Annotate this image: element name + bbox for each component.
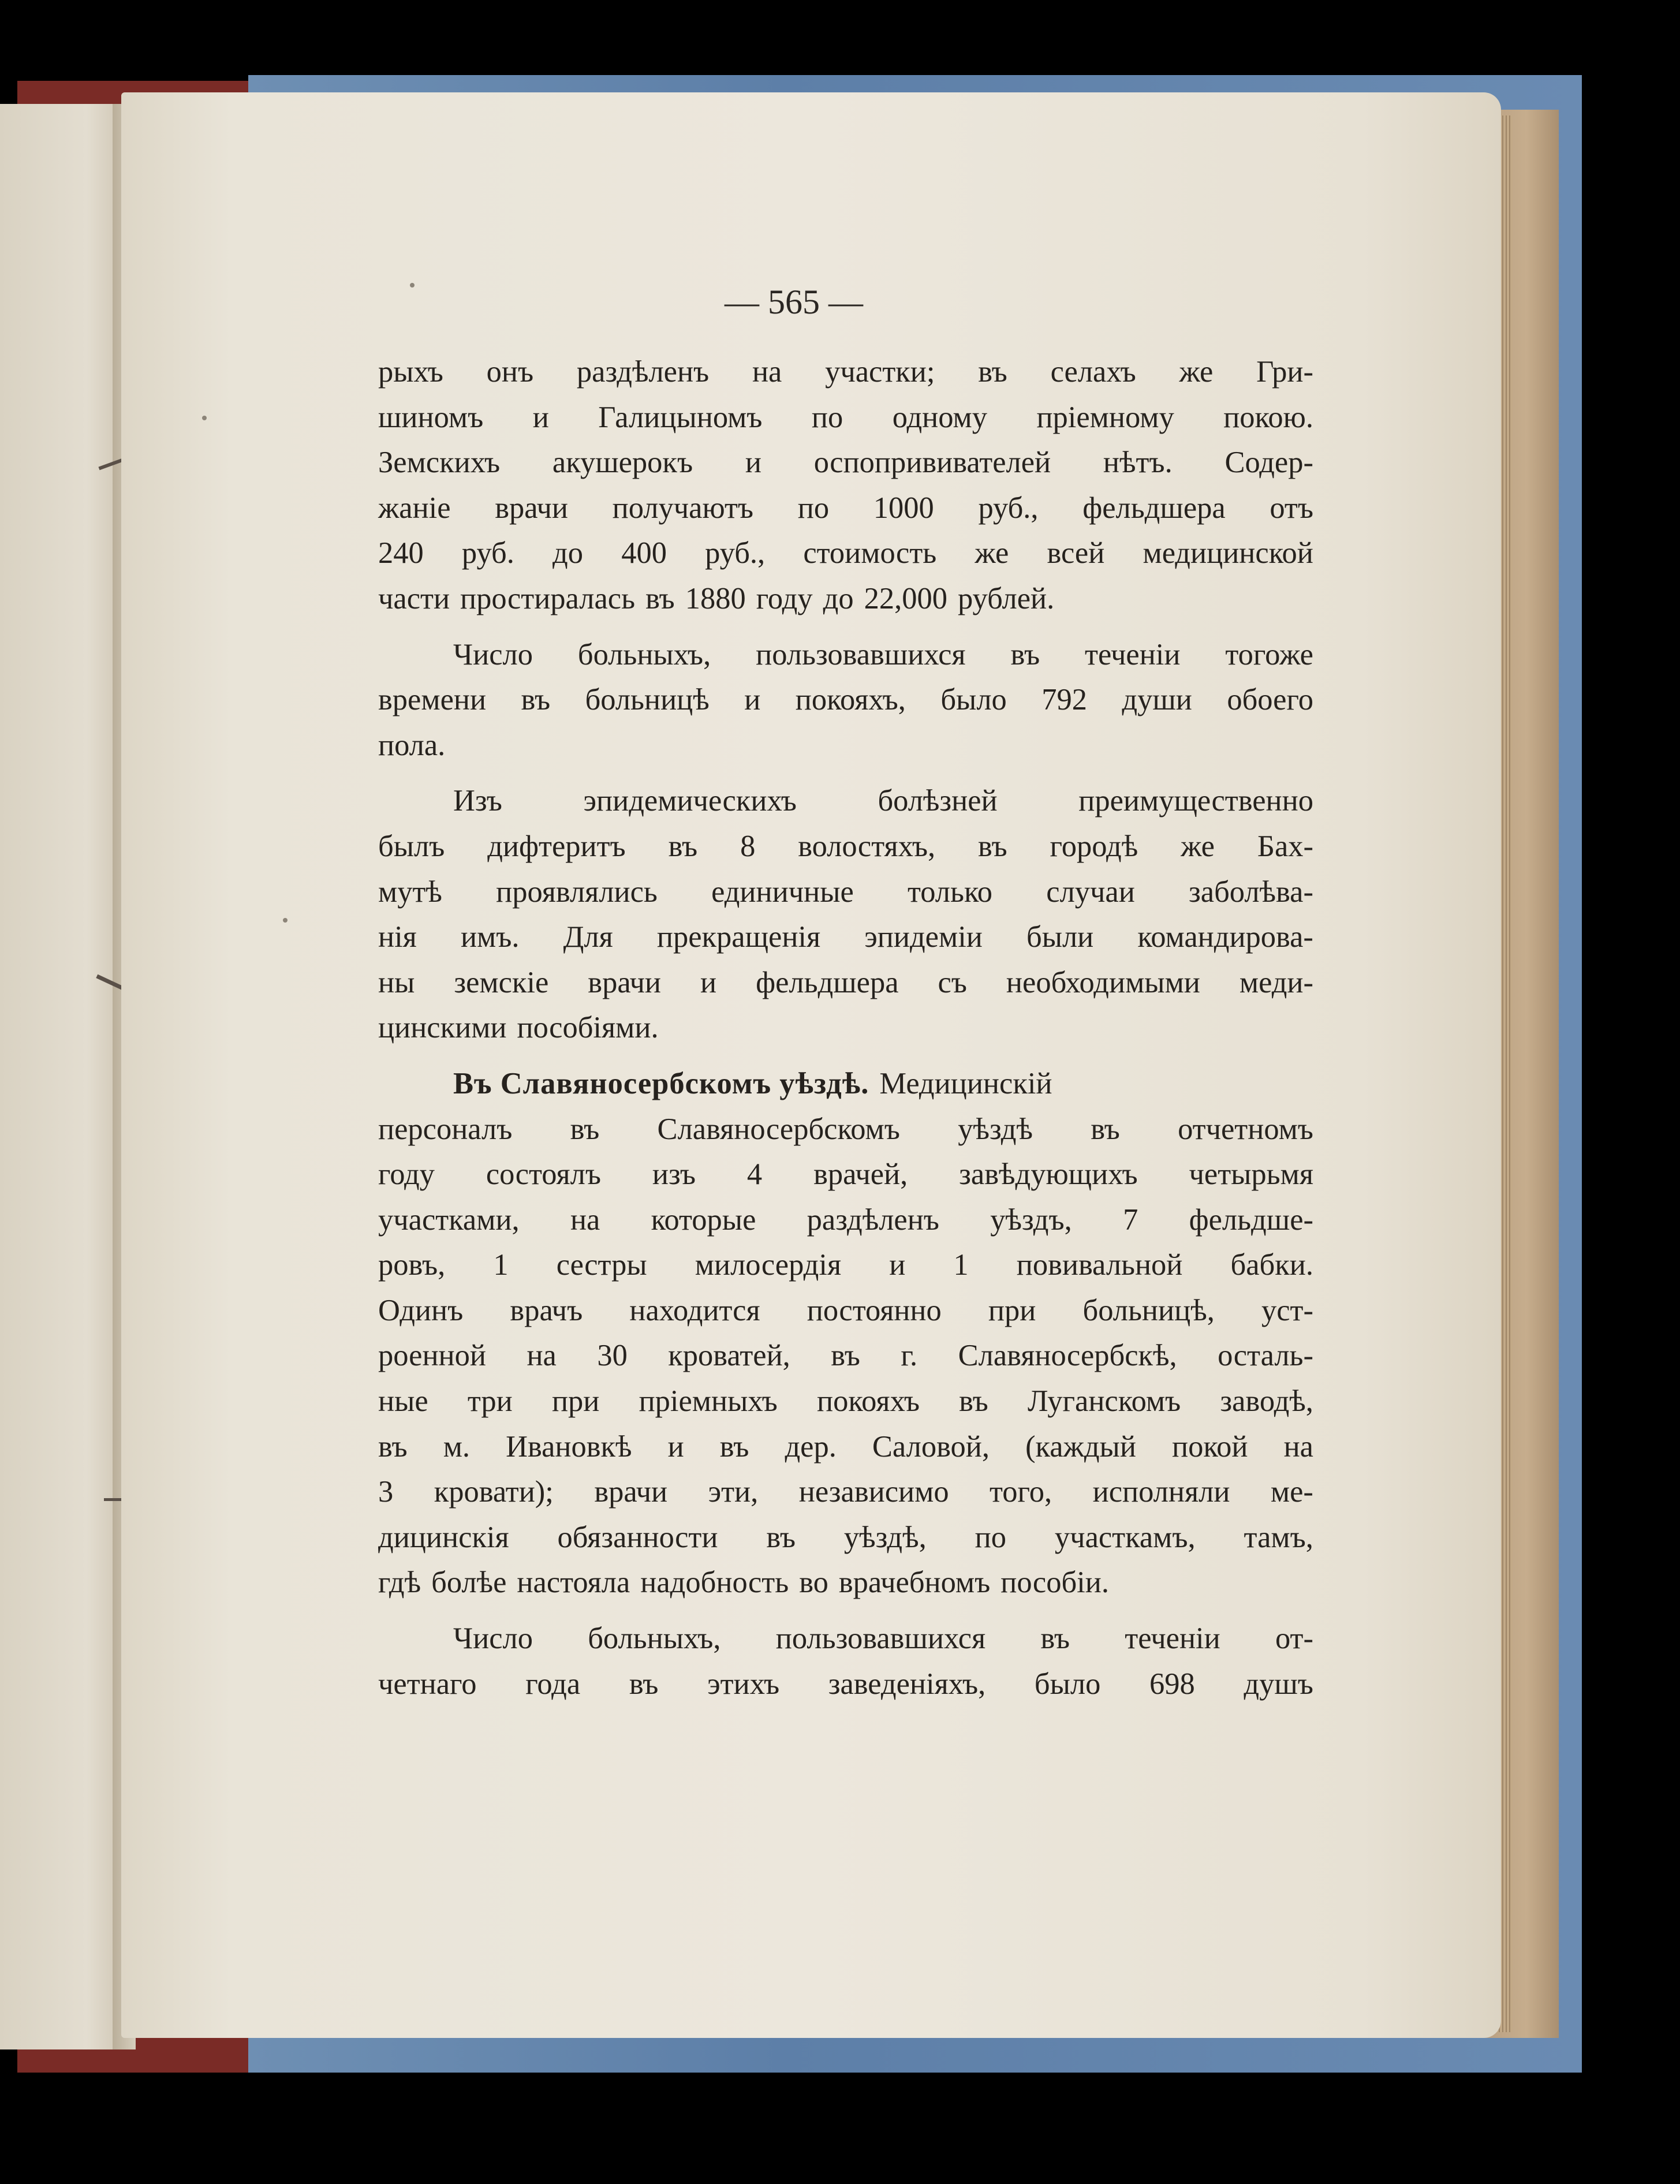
word: стоимость: [803, 536, 937, 570]
word: дицинскія: [378, 1520, 509, 1554]
text-line: [378, 1152, 1313, 1197]
word: надобность: [640, 1566, 789, 1600]
word: руб.,: [705, 536, 766, 570]
text-line: [378, 1379, 1313, 1424]
word: заболѣва-: [1189, 875, 1313, 909]
text-line: [378, 395, 1313, 440]
speck: [202, 416, 207, 420]
word: болѣзней: [878, 784, 998, 818]
word: съ: [938, 965, 967, 999]
word: фельдше-: [1189, 1203, 1313, 1237]
word: Одинъ: [378, 1293, 464, 1327]
word: Число: [453, 637, 533, 671]
word: исполняли: [1092, 1475, 1230, 1509]
text-line: [378, 778, 1313, 824]
word: 8: [740, 829, 756, 863]
word: пособіями.: [517, 1011, 659, 1045]
word: гдѣ: [378, 1566, 421, 1600]
text-line: [378, 1560, 1313, 1606]
word: пользовавшихся: [756, 637, 966, 671]
word: въ: [766, 1520, 796, 1554]
word: въ: [1040, 1622, 1070, 1656]
word: необходимыми: [1006, 965, 1200, 999]
word: на: [752, 355, 782, 389]
text-line: [378, 960, 1313, 1006]
text-line: [378, 1005, 1313, 1051]
word: 30: [597, 1339, 628, 1373]
word: рублей.: [957, 581, 1055, 615]
word: Содер-: [1224, 446, 1313, 480]
word: Гри-: [1256, 355, 1313, 389]
word: въ: [959, 1384, 988, 1418]
word: кровати);: [434, 1475, 554, 1509]
word: въ: [978, 355, 1007, 389]
text-line: [378, 1469, 1313, 1515]
word: раздѣленъ: [807, 1203, 939, 1237]
word: участками,: [378, 1203, 520, 1237]
word: (каждый: [1025, 1429, 1136, 1464]
word: времени: [378, 683, 487, 717]
word: при: [551, 1384, 600, 1418]
text-line: [378, 1515, 1313, 1560]
word: нія: [378, 920, 417, 954]
word: Саловой,: [872, 1429, 990, 1464]
text-line: [378, 576, 1313, 622]
word: меди-: [1239, 965, 1313, 999]
text-line: [378, 723, 1313, 768]
word: 7: [1123, 1203, 1138, 1237]
word: было: [1034, 1667, 1101, 1701]
word: Изъ: [453, 784, 502, 818]
word: въ: [1091, 1112, 1120, 1146]
word: участки;: [825, 355, 935, 389]
word: эпидемическихъ: [583, 784, 797, 818]
word: въ: [570, 1112, 600, 1146]
word: во: [799, 1566, 828, 1600]
text-line: [378, 869, 1313, 915]
word: года: [525, 1667, 581, 1701]
word: до: [823, 581, 854, 615]
word: настояла: [517, 1566, 630, 1600]
word: раздѣленъ: [576, 355, 710, 389]
text-line: [378, 914, 1313, 960]
word: врачи: [588, 965, 662, 999]
word: по: [975, 1520, 1007, 1554]
word: осталь-: [1218, 1339, 1313, 1373]
word: врачей,: [813, 1158, 908, 1192]
word: 400: [621, 536, 667, 570]
text-line: [378, 1061, 1313, 1107]
word: Славяносербскомъ: [657, 1112, 900, 1146]
word: въ: [719, 1429, 749, 1464]
word: которые: [651, 1203, 756, 1237]
word: въ: [978, 829, 1007, 863]
word: пола.: [378, 728, 446, 762]
word: Ивановкѣ: [506, 1429, 632, 1464]
word: этихъ: [707, 1667, 780, 1701]
word: 698: [1149, 1667, 1195, 1701]
page-number: — 565 —: [725, 283, 863, 321]
word: фельдшера: [1082, 491, 1226, 525]
word: кроватей,: [668, 1339, 790, 1373]
word: пособіи.: [1000, 1566, 1109, 1600]
word: м.: [443, 1429, 471, 1464]
text-line: [378, 1242, 1313, 1288]
text-line: [378, 1616, 1313, 1662]
text-line: [378, 531, 1313, 576]
word: покояхъ: [816, 1384, 920, 1418]
word: уст-: [1261, 1293, 1313, 1327]
word: дифтеритъ: [487, 829, 626, 863]
word: отъ: [1270, 491, 1313, 525]
word: того,: [990, 1475, 1052, 1509]
text-line: [378, 632, 1313, 678]
word: персоналъ: [378, 1112, 513, 1146]
word: уѣздѣ,: [843, 1520, 927, 1554]
word: ровъ,: [378, 1248, 446, 1282]
word: году: [378, 1158, 435, 1192]
word: шиномъ: [378, 400, 484, 434]
word: повивальной: [1016, 1248, 1183, 1282]
word: преимущественно: [1078, 784, 1313, 818]
word: одному: [892, 400, 987, 434]
word: Для: [563, 920, 613, 954]
word: Галицыномъ: [598, 400, 763, 434]
word: на: [527, 1339, 557, 1373]
word: цинскими: [378, 1011, 507, 1045]
word: части: [378, 581, 450, 615]
word: и: [889, 1248, 906, 1282]
word: тогоже: [1225, 637, 1313, 671]
word: ны: [378, 965, 415, 999]
word: сестры: [556, 1248, 647, 1282]
word: 1000: [873, 491, 934, 525]
word: роенной: [378, 1339, 486, 1373]
word: руб.: [461, 536, 514, 570]
word: при: [988, 1293, 1036, 1327]
word: от-: [1275, 1622, 1313, 1656]
word: по: [797, 491, 830, 525]
word: простиралась: [460, 581, 636, 615]
word: покой: [1171, 1429, 1248, 1464]
word: только: [908, 875, 993, 909]
word: оспопрививателей: [813, 446, 1051, 480]
word: врачи: [594, 1475, 668, 1509]
word: г.: [901, 1339, 918, 1373]
word: въ: [645, 581, 675, 615]
text-line: [378, 1197, 1313, 1243]
word: нѣтъ.: [1103, 446, 1173, 480]
text-line: [378, 1288, 1313, 1334]
word: врачи: [495, 491, 568, 525]
speck: [283, 918, 288, 923]
word: больницѣ: [585, 683, 710, 717]
word: эпидеміи: [864, 920, 983, 954]
paragraph-gap: [378, 768, 1313, 778]
text-line: [378, 1107, 1313, 1152]
word: 4: [746, 1158, 763, 1192]
word: три: [467, 1384, 513, 1418]
word: покою.: [1223, 400, 1313, 434]
word: покояхъ,: [795, 683, 906, 717]
word: ме-: [1270, 1475, 1313, 1509]
word: проявлялись: [496, 875, 658, 909]
word: 792: [1041, 683, 1087, 717]
word: пользовавшихся: [775, 1622, 986, 1656]
word: заводѣ,: [1220, 1384, 1313, 1418]
section-heading: Въ Славяносербскомъ уѣздѣ.: [453, 1066, 869, 1100]
speck: [410, 283, 415, 288]
word: медицинской: [1143, 536, 1313, 570]
word: волостяхъ,: [798, 829, 936, 863]
word: теченіи: [1085, 637, 1181, 671]
word: были: [1026, 920, 1094, 954]
word: теченіи: [1125, 1622, 1220, 1656]
word: городѣ: [1050, 829, 1138, 863]
word: 1: [953, 1248, 969, 1282]
word: же: [1179, 355, 1214, 389]
word: же: [1181, 829, 1215, 863]
text-line: [378, 1333, 1313, 1379]
paragraph-gap: [378, 622, 1313, 632]
word: жаніе: [378, 491, 451, 525]
word: единичные: [711, 875, 854, 909]
word: четнаго: [378, 1667, 477, 1701]
word: 3: [378, 1475, 394, 1509]
text-line: [378, 824, 1313, 869]
word: въ: [668, 829, 698, 863]
word: случаи: [1046, 875, 1135, 909]
word: 240: [378, 536, 424, 570]
paragraph-gap: [378, 1606, 1313, 1616]
text-line: [378, 440, 1313, 486]
word: пріемному: [1036, 400, 1174, 434]
text-line: [378, 677, 1313, 723]
word: заведеніяхъ,: [828, 1667, 986, 1701]
word: обоего: [1227, 683, 1313, 717]
word: селахъ: [1050, 355, 1136, 389]
word: Луганскомъ: [1027, 1384, 1181, 1418]
text-line: [378, 1424, 1313, 1470]
word: было: [940, 683, 1007, 717]
word: ные: [378, 1384, 428, 1418]
word: завѣдующихъ: [959, 1158, 1138, 1192]
word: 22,000: [864, 581, 947, 615]
word: больныхъ,: [577, 637, 711, 671]
text-line: [378, 349, 1313, 395]
word: акушерокъ: [552, 446, 693, 480]
word: эти,: [708, 1475, 759, 1509]
word: участкамъ,: [1054, 1520, 1196, 1554]
word: въ: [629, 1667, 659, 1701]
word: 1880: [685, 581, 746, 615]
word: въ: [1010, 637, 1040, 671]
word: душъ: [1244, 1667, 1313, 1701]
word: пріемныхъ: [639, 1384, 778, 1418]
word: фельдшера: [756, 965, 899, 999]
word: четырьмя: [1189, 1158, 1313, 1192]
word: и: [532, 400, 549, 434]
word: и: [667, 1429, 684, 1464]
word: году: [756, 581, 813, 615]
word: на: [1283, 1429, 1313, 1464]
word: всей: [1047, 536, 1105, 570]
word: руб.,: [978, 491, 1039, 525]
word: тамъ,: [1244, 1520, 1313, 1554]
word: обязанности: [557, 1520, 718, 1554]
word: командирова-: [1137, 920, 1313, 954]
word: дер.: [785, 1429, 837, 1464]
word: и: [700, 965, 717, 999]
word: же: [975, 536, 1009, 570]
word: Славяносербскѣ,: [958, 1339, 1177, 1373]
word: независимо: [798, 1475, 949, 1509]
word: Число: [453, 1622, 533, 1656]
word: Бах-: [1257, 829, 1313, 863]
text-line: [378, 486, 1313, 531]
word: и: [745, 446, 761, 480]
word: отчетномъ: [1178, 1112, 1313, 1146]
word: и: [744, 683, 761, 717]
word: бабки.: [1230, 1248, 1313, 1282]
word: врачебномъ: [838, 1566, 991, 1600]
word: находится: [629, 1293, 760, 1327]
word: болѣе: [431, 1566, 507, 1600]
page-text: [378, 349, 1313, 1707]
word: до: [552, 536, 584, 570]
word: былъ: [378, 829, 445, 863]
text-line-rest: Медицинскій: [879, 1066, 1052, 1100]
word: получаютъ: [612, 491, 754, 525]
word: въ: [831, 1339, 860, 1373]
word: по: [811, 400, 843, 434]
word: состоялъ: [486, 1158, 602, 1192]
word: рыхъ: [378, 355, 443, 389]
word: въ: [378, 1429, 408, 1464]
word: уѣздъ,: [990, 1203, 1072, 1237]
previous-page: [0, 104, 124, 2049]
text-line: [378, 1662, 1313, 1707]
word: имъ.: [460, 920, 520, 954]
word: врачъ: [510, 1293, 583, 1327]
word: 1: [493, 1248, 509, 1282]
word: изъ: [652, 1158, 696, 1192]
word: онъ: [486, 355, 534, 389]
word: Земскихъ: [378, 446, 501, 480]
word: постоянно: [807, 1293, 942, 1327]
paragraph-gap: [378, 1051, 1313, 1061]
word: больницѣ,: [1082, 1293, 1215, 1327]
word: милосердія: [695, 1248, 842, 1282]
word: земскіе: [454, 965, 549, 999]
word: уѣздѣ: [958, 1112, 1033, 1146]
word: въ: [521, 683, 551, 717]
word: души: [1122, 683, 1192, 717]
word: на: [570, 1203, 600, 1237]
word: больныхъ,: [588, 1622, 721, 1656]
word: прекращенія: [656, 920, 821, 954]
word: мутѣ: [378, 875, 442, 909]
